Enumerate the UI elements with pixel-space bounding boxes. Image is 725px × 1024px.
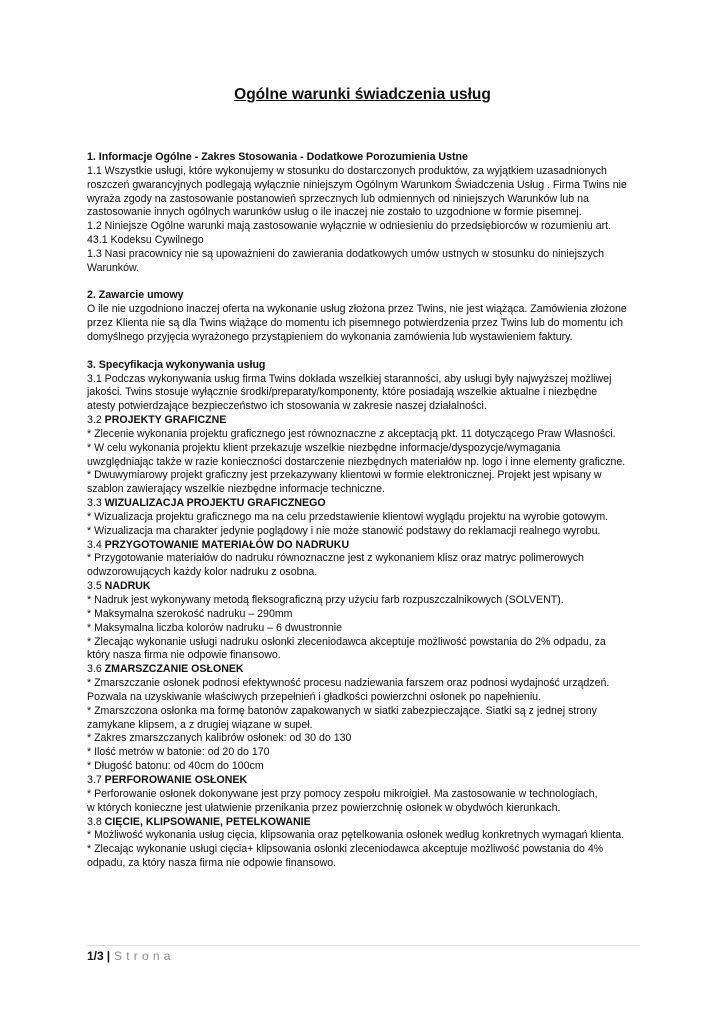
text-line (87, 622, 643, 636)
text-span: * Wizualizacja ma charakter jedynie poglądowy i nie może stanowić podstawy do reklamacji realnego wyrobu. (87, 524, 601, 537)
text-line (87, 386, 643, 400)
text-span: jakości. Twins stosuje wyłącznie środki/preparaty/komponenty, które posiadają wszelkie aktualne i niezbędne (87, 386, 598, 399)
text-line (87, 774, 643, 788)
text-span: 3.3 (87, 497, 105, 510)
text-line (87, 636, 643, 650)
text-span: w których konieczne jest ułatwienie przenikania przez powierzchnię osłonek w obydwóch kierunkach. (87, 801, 561, 814)
text-line (87, 414, 643, 428)
text-line (87, 566, 643, 580)
text-span: zamykane klipsem, a z drugiej wiązane w supeł. (87, 718, 313, 731)
paragraph-gap (87, 345, 643, 359)
text-line (87, 594, 643, 608)
text-line (87, 857, 643, 871)
text-span: 3.8 (87, 815, 105, 828)
text-line (87, 234, 643, 248)
text-span: * Ilość metrów w batonie: od 20 do 170 (87, 746, 270, 759)
text-span: 1.3 Nasi pracownicy nie są upoważnieni do zawierania dodatkowych umów ustnych w stosunku do niniejszych (87, 247, 605, 260)
text-line (87, 802, 643, 816)
text-line (87, 788, 643, 802)
text-line (87, 816, 643, 830)
text-span: zastosowanie innych ogólnych warunków usług o ile inaczej nie zostało to uzgodnione w formie pisemnej. (87, 206, 582, 219)
bold-text: PROJEKTY GRAFICZNE (104, 414, 227, 427)
text-line (87, 289, 643, 303)
text-line (87, 705, 643, 719)
text-line (87, 719, 643, 733)
text-line (87, 456, 643, 470)
text-line (87, 539, 643, 553)
text-span: * Nadruk jest wykonywany metodą fleksograficzną przy użyciu farb rozpuszczalnikowych (SOLVENT). (87, 594, 564, 606)
text-span: * Możliwość wykonania usług cięcia, klipsowania oraz pętelkowania osłonek według konkretnych wymagań klienta. (87, 829, 625, 842)
text-span: * Maksymalna liczba kolorów nadruku – 6 dwustronnie (87, 621, 342, 634)
text-span: atesty potwierdzające bezpieczeństwo ich stosowania w zakresie naszej działalności. (87, 400, 487, 413)
document-title: Ogólne warunki świadczenia usług (234, 86, 491, 103)
text-span: 3.5 (87, 580, 105, 593)
text-line (87, 829, 643, 843)
text-line (87, 691, 643, 705)
bold-text: PRZYGOTOWANIE MATERIAŁÓW DO NADRUKU (104, 538, 350, 551)
text-span: * Perforowanie osłonek dokonywane jest przy pomocy zespołu mikroigieł. Ma zastosowanie w technologiach, (87, 787, 598, 800)
text-line (87, 580, 643, 594)
text-span: który nasza firma nie odpowie finansowo. (87, 649, 281, 662)
text-span: 3.4 (87, 538, 105, 551)
text-line (87, 663, 643, 677)
text-span: Pozwala na uzyskiwanie właściwych przepełnień i gładkości powierzchni osłonek po napełnieniu. (87, 690, 542, 703)
text-line (87, 373, 643, 387)
footer-separator: | (106, 949, 111, 963)
text-line (87, 193, 643, 207)
text-span: * Zlecając wykonanie usługi cięcia+ klipsowania osłonki zleceniodawca akceptuje możliwość powstania do 4% (87, 843, 604, 856)
text-span: odwzorowujących każdy kolor nadruku z osobna. (87, 566, 318, 579)
bold-text: NADRUK (104, 580, 151, 593)
text-span: * Zlecając wykonanie usługi nadruku osłonki zleceniodawca akceptuje możliwość powstania do 2% odpadu, za (87, 635, 606, 648)
text-span: * Zmarszczona osłonka ma formę batonów zapakowanych w siatki zabezpieczające. Siatki są z jednej strony (87, 704, 597, 717)
text-span: * Długość batonu: od 40cm do 100cm (87, 760, 264, 773)
text-line (87, 677, 643, 691)
bold-text: 2. Zawarcie umowy (87, 289, 184, 302)
text-line (87, 331, 643, 345)
footer-divider (87, 945, 640, 946)
text-span: uwzględniając także w razie konieczności dostarczenie niezbędnych materiałów np. logo i inne elementy graficzne. (87, 455, 626, 468)
page-footer (87, 949, 175, 963)
text-line (87, 649, 643, 663)
bold-text: 3. Specyfikacja wykonywania usług (87, 358, 266, 371)
text-line (87, 497, 643, 511)
text-span: * Zakres zmarszczanych kalibrów osłonek: od 30 do 130 (87, 732, 352, 745)
text-line (87, 552, 643, 566)
text-span: przez Klienta nie są dla Twins wiążące do momentu ich pisemnego potwierdzenia przez Twins lub do momentu ich (87, 317, 624, 330)
text-line (87, 303, 643, 317)
page-number: 1/3 (87, 949, 104, 963)
text-span: 43.1 Kodeksu Cywilnego (87, 234, 204, 247)
text-span: * Przygotowanie materiałów do nadruku równoznaczne jest z wykonaniem klisz oraz matryc polimerowych (87, 552, 584, 565)
text-span: * Maksymalna szerokość nadruku – 290mm (87, 607, 293, 620)
text-line (87, 179, 643, 193)
text-line (87, 732, 643, 746)
text-span: domyślnego przyjęcia wyrażonego przystąpieniem do wykonania zamówienia lub wystawieniem faktury. (87, 330, 573, 343)
text-span: Warunków. (87, 261, 140, 274)
text-line (87, 359, 643, 373)
text-line (87, 525, 643, 539)
text-span: 3.1 Podczas wykonywania usług firma Twins dokłada wszelkiej staranności, aby usługi były najwyższej możliwej (87, 372, 612, 385)
bold-text: WIZUALIZACJA PROJEKTU GRAFICZNEGO (104, 497, 326, 510)
text-span: * W celu wykonania projektu klient przekazuje wszelkie niezbędne informacje/dyspozycje/wymagania (87, 441, 561, 454)
page-label: Strona (114, 949, 175, 963)
text-span: szablon zawierający wszelkie niezbędne informacje techniczne. (87, 483, 385, 496)
text-span: * Zmarszczanie osłonek podnosi efektywność procesu nadziewania farszem oraz podnosi wydajność urządzeń. (87, 677, 610, 690)
text-line (87, 206, 643, 220)
text-span: 3.2 (87, 414, 105, 427)
bold-text: PERFOROWANIE OSŁONEK (104, 773, 248, 786)
text-span: odpadu, za który nasza firma nie odpowie finansowo. (87, 857, 337, 870)
text-line (87, 746, 643, 760)
text-line (87, 151, 643, 165)
text-line (87, 483, 643, 497)
bold-text: CIĘCIE, KLIPSOWANIE, PETELKOWANIE (104, 815, 311, 828)
paragraph-gap (87, 276, 643, 290)
text-line (87, 469, 643, 483)
text-span: wyraża zgody na zastosowanie postanowień sprzecznych lub odmiennych od niniejszych Warunków lub na (87, 192, 589, 205)
bold-text: ZMARSZCZANIE OSŁONEK (104, 663, 244, 676)
text-span: 1.2 Niniejsze Ogólne warunki mają zastosowanie wyłącznie w odniesieniu do przedsiębiorców w rozumieniu art. (87, 220, 612, 233)
document-body (87, 151, 643, 871)
bold-text: 1. Informacje Ogólne - Zakres Stosowania - Dodatkowe Porozumienia Ustne (87, 151, 468, 163)
text-span: * Dwuwymiarowy projekt graficzny jest przekazywany klientowi w formie elektronicznej. Projekt jest wpisany w (87, 469, 602, 482)
text-span: 1.1 Wszystkie usługi, które wykonujemy w stosunku do dostarczonych produktów, za wyjątkiem uzasadnionych (87, 164, 607, 177)
text-line (87, 262, 643, 276)
text-span: 3.6 (87, 663, 105, 676)
text-line (87, 608, 643, 622)
text-line (87, 511, 643, 525)
text-line (87, 442, 643, 456)
text-line (87, 248, 643, 262)
text-line (87, 220, 643, 234)
text-span: 3.7 (87, 773, 105, 786)
text-span: roszczeń gwarancyjnych podlegają wyłącznie niniejszym Ogólnym Warunkom Świadczenia Usług . Firma Twins nie (87, 178, 627, 191)
text-span: * Wizualizacja projektu graficznego ma na celu przedstawienie klientowi wyglądu projektu na wyrobie gotowym. (87, 510, 609, 523)
text-line (87, 843, 643, 857)
text-line (87, 317, 643, 331)
text-line (87, 400, 643, 414)
text-line (87, 428, 643, 442)
text-span: * Zlecenie wykonania projektu graficznego jest równoznaczne z akceptacją pkt. 11 dotyczącego Praw Własności. (87, 427, 616, 440)
text-line (87, 760, 643, 774)
text-line (87, 165, 643, 179)
text-span: O ile nie uzgodniono inaczej oferta na wykonanie usług złożona przez Twins, nie jest wiążąca. Zamówienia złożone (87, 303, 627, 316)
